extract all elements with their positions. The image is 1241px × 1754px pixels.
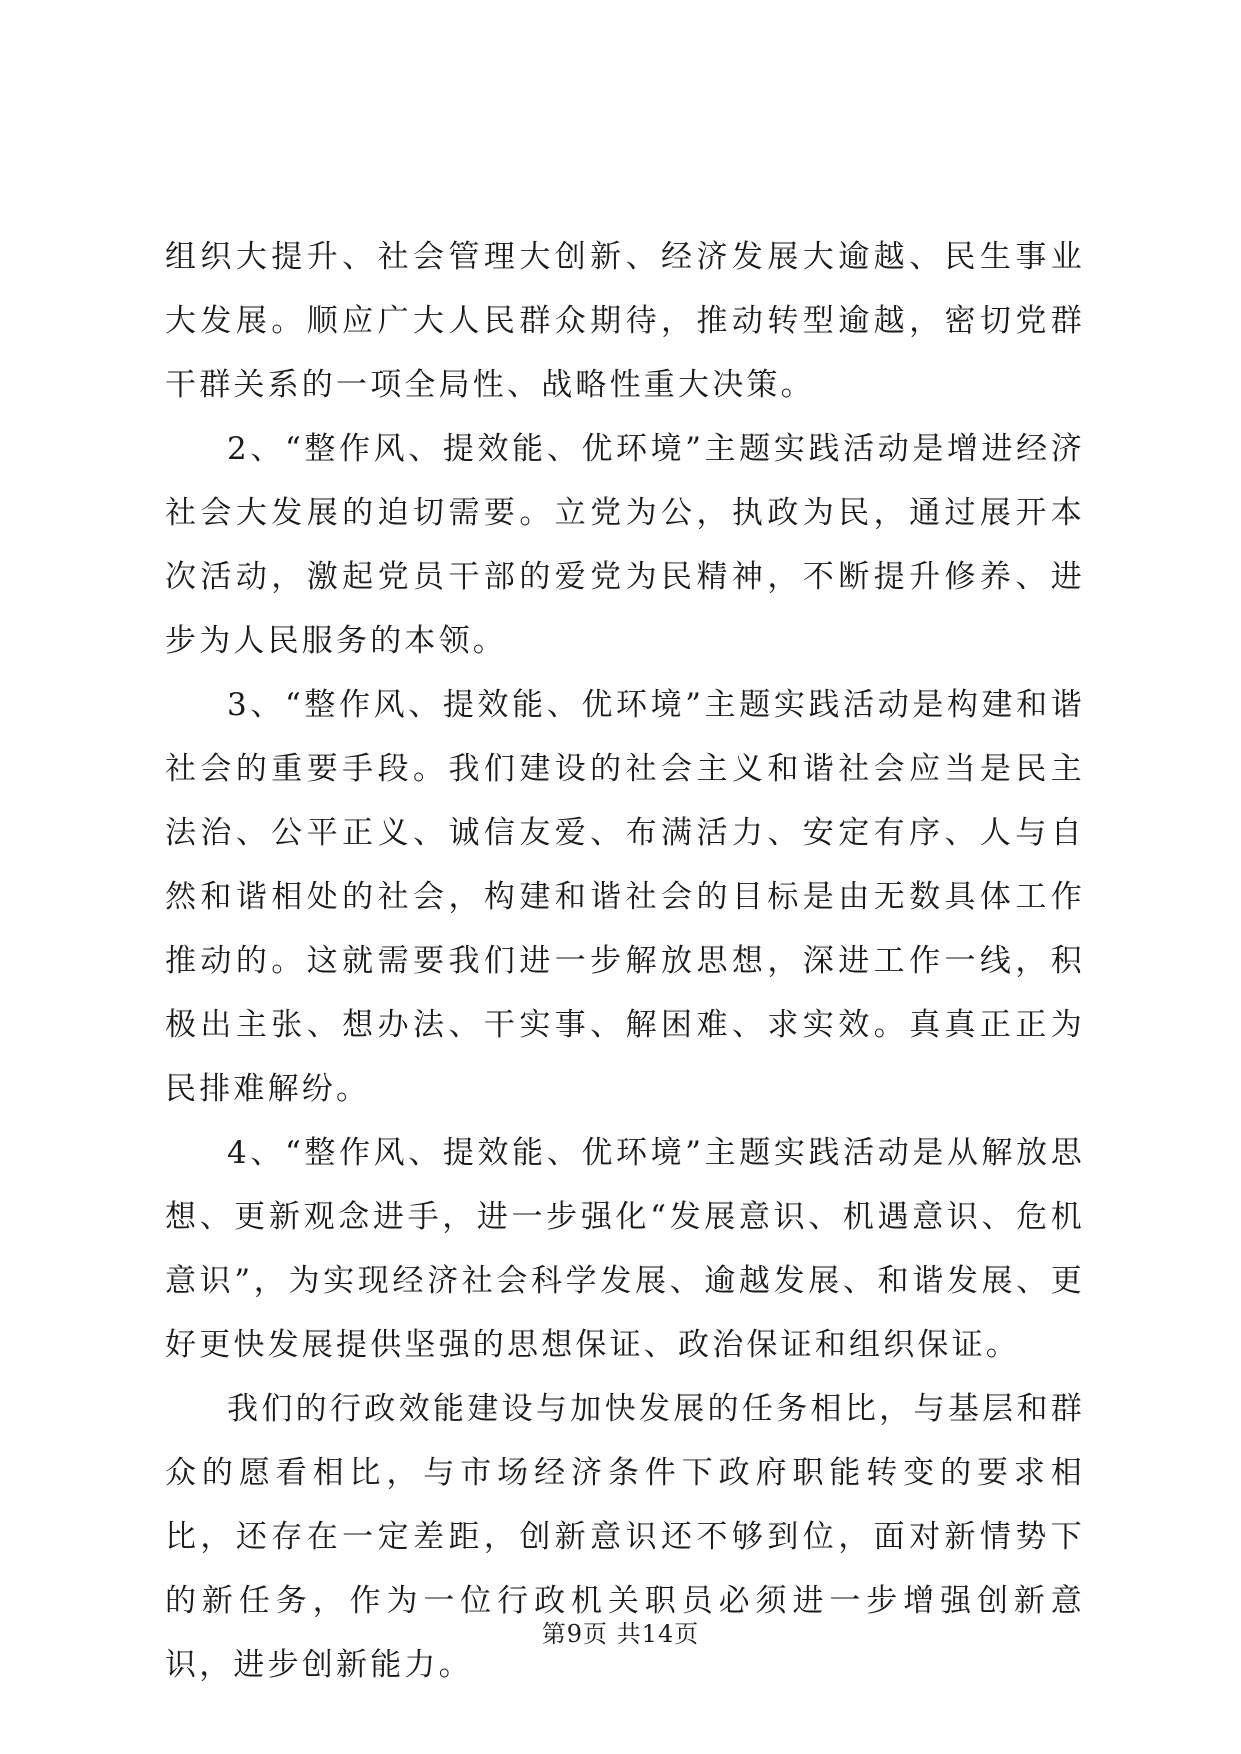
paragraph-2: 2、“整作风、提效能、优环境”主题实践活动是增进经济社会大发展的迫切需要。立党为公，执政为民，通过展开本次活动，激起党员干部的爱党为民精神，不断提升修养、进步为人民服务的本领。 [165, 431, 1085, 659]
paragraph-5: 我们的行政效能建设与加快发展的任务相比，与基层和群众的愿看相比，与市场经济条件下政府职能转变的要求相比，还存在一定差距，创新意识还不够到位，面对新情势下的新任务，作为一位行政机关职员必须进一步增强创新意识，进步创新能力。 [165, 1391, 1085, 1683]
paragraph-4: 4、“整作风、提效能、优环境”主题实践活动是从解放思想、更新观念进手，进一步强化“发展意识、机遇意识、危机意识”，为实现经济社会科学发展、逾越发展、和谐发展、更好更快发展提供坚强的思想保证、政治保证和组织保证。 [165, 1135, 1085, 1363]
paragraph-1: 组织大提升、社会管理大创新、经济发展大逾越、民生事业大发展。顺应广大人民群众期待，推动转型逾越，密切党群干群关系的一项全局性、战略性重大决策。 [165, 239, 1085, 403]
paragraph-3: 3、“整作风、提效能、优环境”主题实践活动是构建和谐社会的重要手段。我们建设的社会主义和谐社会应当是民主法治、公平正义、诚信友爱、布满活力、安定有序、人与自然和谐相处的社会，构建和谐社会的目标是由无数具体工作推动的。这就需要我们进一步解放思想，深进工作一线，积极出主张、想办法、干实事、解困难、求实效。真真正正为民排难解纷。 [165, 687, 1085, 1107]
document-body [165, 225, 1085, 1697]
page-number-footer: 第9页 共14页 [541, 1620, 700, 1648]
